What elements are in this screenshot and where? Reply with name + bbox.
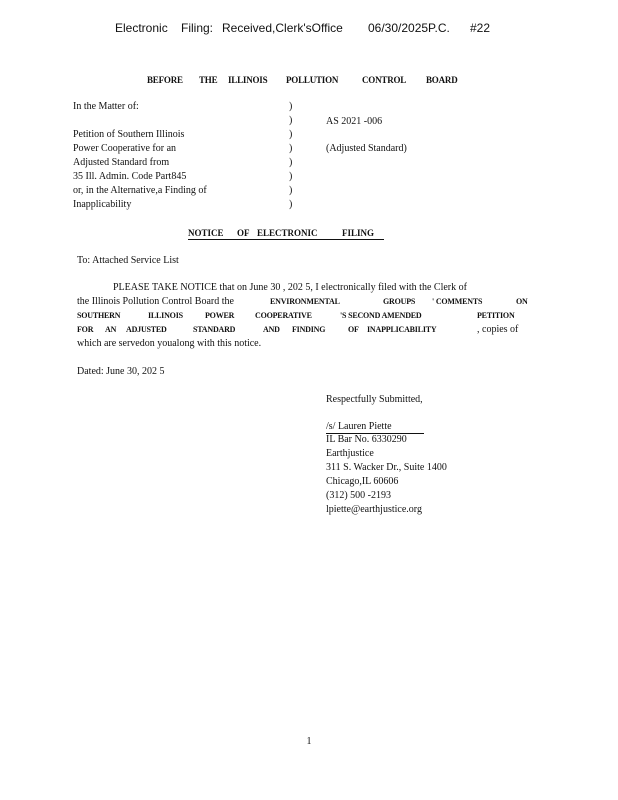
signature-closing: Respectfully Submitted, [326,394,423,405]
body-line-1: PLEASE TAKE NOTICE that on June 30 , 202 5, I electronically filed with the Clerk of [113,282,467,293]
caption-paren: ) [289,143,293,154]
case-type: (Adjusted Standard) [326,143,407,154]
body-caps-word: ' COMMENTS [432,297,483,306]
caption-line: Power Cooperative for an [73,143,177,154]
header-date: 06/30/2025P.C. [368,21,450,35]
body-caps-word: ILLINOIS [148,311,183,320]
case-number: AS 2021 -006 [326,116,383,127]
caption-in-the-matter: In the Matter of: [73,101,139,112]
body-caps-word: ENVIRONMENTAL [270,297,340,306]
body-caps-word: 'S SECOND AMENDED [340,311,422,320]
board-heading-word: POLLUTION [286,75,339,85]
body-caps-word: FINDING [292,325,326,334]
signature-bar-number: IL Bar No. 6330290 [326,434,407,445]
board-heading-word: ILLINOIS [228,75,268,85]
board-heading-word: BOARD [426,75,458,85]
signature-name: /s/ Lauren Piette [326,421,392,432]
body-line-5: which are servedon youalong with this notice. [77,338,262,349]
notice-title-word: ELECTRONIC [257,228,318,238]
dated-line: Dated: June 30, 202 5 [77,366,165,377]
caption-paren: ) [289,171,293,182]
caption-paren: ) [289,115,293,126]
signature-phone: (312) 500 -2193 [326,490,391,501]
caption-line: Inapplicability [73,199,132,210]
notice-title-word: FILING [342,228,375,238]
signature-address-1: 311 S. Wacker Dr., Suite 1400 [326,462,447,473]
body-caps-word: PETITION [477,311,515,320]
caption-paren: ) [289,185,293,196]
signature-org: Earthjustice [326,448,374,459]
notice-title [188,228,384,240]
body-caps-word: OF [348,325,359,334]
body-caps-word: ON [516,297,528,306]
body-line-4-end: , copies of [477,324,519,335]
body-caps-word: SOUTHERN [77,311,121,320]
notice-title-word: OF [237,228,250,238]
caption-line: Petition of Southern Illinois [73,129,185,140]
body-caps-word: AN [105,325,117,334]
caption-paren: ) [289,157,293,168]
body-caps-word: COOPERATIVE [255,311,312,320]
body-caps-word: AND [263,325,280,334]
body-caps-word: POWER [205,311,235,320]
body-caps-word: FOR [77,325,94,334]
caption-line: or, in the Alternative,a Finding of [73,185,207,196]
caption-line: 35 Ill. Admin. Code Part845 [73,171,187,182]
header-received: Received,Clerk'sOffice [222,21,343,35]
notice-title-word: NOTICE [188,228,224,238]
caption-paren: ) [289,129,293,140]
page-number: 1 [306,736,312,747]
body-caps-word: GROUPS [383,297,416,306]
board-heading-word: BEFORE [147,75,183,85]
header-electronic: Electronic [115,21,168,35]
board-heading-word: CONTROL [362,75,407,85]
caption-paren: ) [289,199,293,210]
caption-line: Adjusted Standard from [73,157,170,168]
header-number: #22 [470,21,491,35]
signature-address-2: Chicago,IL 60606 [326,476,399,487]
header-filing: Filing: [181,21,214,35]
body-caps-word: ADJUSTED [126,325,167,334]
body-caps-word: STANDARD [193,325,236,334]
body-caps-word: INAPPLICABILITY [367,325,437,334]
caption-paren: ) [289,101,293,112]
body-line-2-text: the Illinois Pollution Control Board the [77,296,234,307]
board-heading-word: THE [199,75,218,85]
to-line: To: Attached Service List [77,255,179,266]
signature-email: lpiette@earthjustice.org [326,504,422,515]
body-line-2 [77,296,234,308]
